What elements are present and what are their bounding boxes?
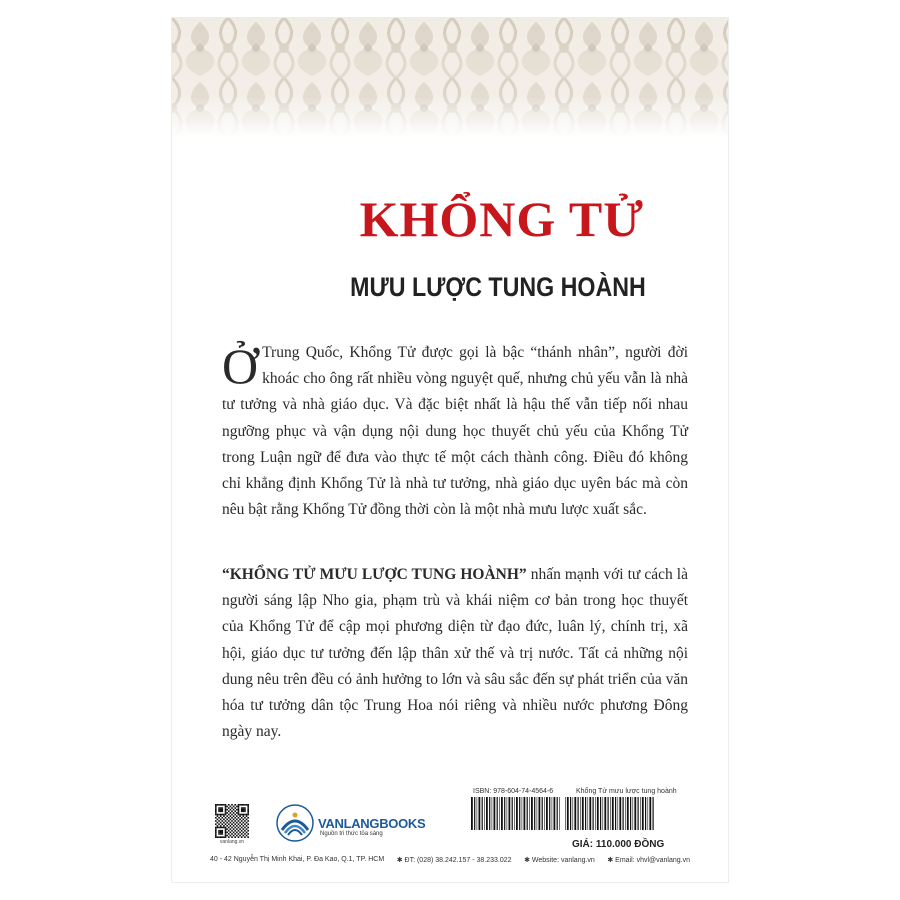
footer-address: 40 - 42 Nguyễn Thị Minh Khai, P. Đa Kao, Q.1, TP. HCM — [210, 856, 385, 863]
description-paragraph-1 — [222, 340, 688, 523]
qr-code-icon — [215, 804, 249, 838]
paragraph-2-lead: “KHỔNG TỬ MƯU LƯỢC TUNG HOÀNH” — [222, 566, 527, 583]
drop-cap: Ở — [222, 338, 259, 394]
footer-contact — [210, 856, 690, 864]
description-paragraph-2 — [222, 562, 688, 745]
price-label: GIÁ: 110.000 ĐỒNG — [572, 839, 665, 850]
footer-website: ✱ Website: vanlang.vn — [524, 857, 595, 864]
book-tag-label: Khổng Tử mưu lược tung hoành — [576, 788, 677, 795]
isbn-barcode — [470, 797, 562, 837]
publisher-brand: VANLANGBOOKS — [318, 816, 426, 831]
damask-ornament — [172, 18, 728, 138]
footer-email: ✱ Email: vhvl@vanlang.vn — [607, 857, 690, 864]
footer-phone: ✱ ĐT: (028) 38.242.157 - 38.233.022 — [396, 857, 512, 864]
price-barcode — [564, 797, 656, 837]
publisher-tagline: Nguồn tri thức tỏa sáng — [320, 831, 383, 837]
isbn-label: ISBN: 978-604-74-4564-6 — [473, 788, 554, 795]
book-subtitle: MƯU LƯỢC TUNG HOÀNH — [350, 272, 646, 302]
book-title: KHỔNG TỬ — [359, 191, 644, 247]
qr-caption: vanlang.vn — [219, 839, 245, 845]
vanlang-logo-icon — [276, 804, 314, 842]
paragraph-1-text: Trung Quốc, Khổng Tử được gọi là bậc “thánh nhân”, người đời khoác cho ông rất nhiều vòng nguyệt quế, nhưng chủ yếu vẫn là nhà tư tưởng và nhà giáo dục. Và đặc biệt nhất là hậu thế vẫn tiếp nối nhau ngưỡng phục và vận dụng nội dung học thuyết chủ yếu của Khổng Tử trong Luận ngữ để đưa vào thực tế một cách thành công. Điều đó không chỉ khẳng định Khổng Tử là nhà tư tưởng, nhà giáo dục uyên bác mà còn nêu bật rằng Khổng Tử đồng thời còn là một nhà mưu lược xuất sắc. — [222, 344, 688, 519]
book-back-cover — [172, 18, 728, 882]
paragraph-2-text: nhấn mạnh với tư cách là người sáng lập Nho gia, phạm trù và khái niệm cơ bản trong học thuyết của Khổng Tử để cập mọi phương diện từ đạo đức, luân lý, chính trị, xã hội, giáo dục tư tưởng đến lập thân xử thế và trị nước. Tất cả những nội dung nêu trên đều có ảnh hưởng to lớn và sâu sắc đến sự phát triển của văn hóa tư tưởng dân tộc Trung Hoa nói riêng và nhiều nước phương Đông ngày nay. — [222, 566, 688, 741]
